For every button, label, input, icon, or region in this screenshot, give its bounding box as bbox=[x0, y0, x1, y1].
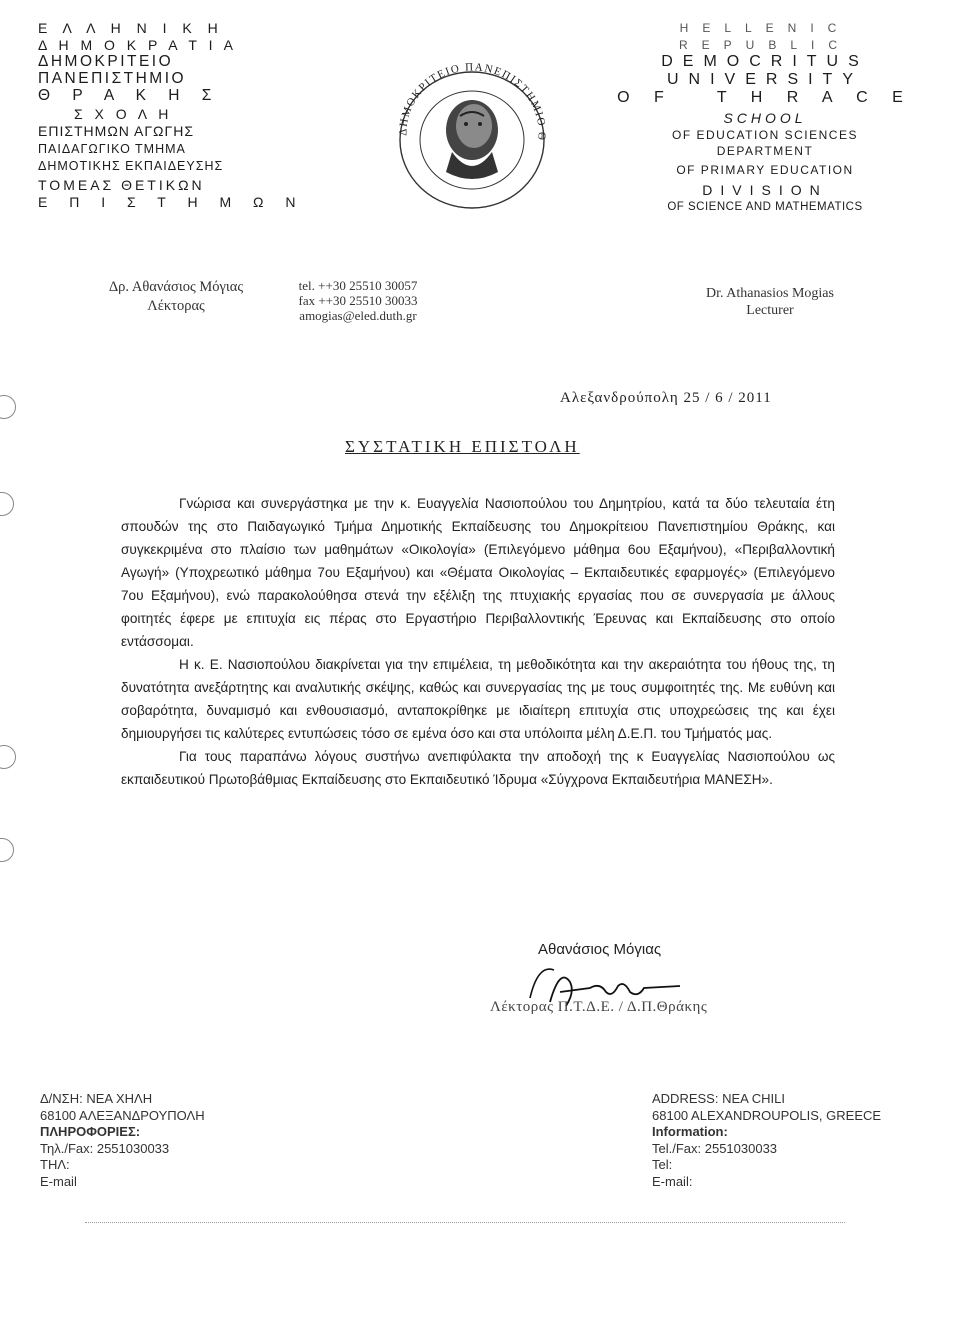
header-right-line: UNIVERSITY bbox=[666, 71, 863, 88]
sender-name-en: Dr. Athanasios Mogias bbox=[706, 286, 834, 301]
letter-paragraph: Για τους παραπάνω λόγους συστήνω ανεπιφύλακτα την αποδοχή της κ Ευαγγελίας Νασιοπούλου ως εκπαιδευτικού Πρωτοβάθμιας Εκπαίδευσης στο Εκπαιδευτικό Ίδρυμα «Σύγχρονα Εκπαιδευτήρια ΜΑΝΕΣΗ». bbox=[121, 749, 835, 787]
header-left-line: Θ Ρ Α Κ Η Σ bbox=[38, 87, 221, 104]
footer-line: Information: bbox=[652, 1124, 728, 1139]
signature-name: Αθανάσιος Μόγιας bbox=[538, 941, 662, 958]
footer-line: Tel./Fax: 2551030033 bbox=[652, 1140, 778, 1156]
footer-address-en bbox=[652, 1091, 881, 1190]
header-left-line: Δ Η Μ Ο Κ Ρ Α Τ Ι Α bbox=[38, 36, 237, 53]
header-left-line: ΠΑΝΕΠΙΣΤΗΜΙΟ bbox=[38, 70, 187, 87]
punch-hole bbox=[0, 492, 14, 516]
punch-hole bbox=[0, 395, 16, 419]
header-right-line: OF EDUCATION SCIENCES bbox=[672, 127, 858, 142]
footer-line: E-mail bbox=[40, 1173, 77, 1189]
letter-paragraph: Η κ. Ε. Νασιοπούλου διακρίνεται για την επιμέλεια, τη μεθοδικότητα και την ακεραιότητα του ήθους της, τη δυνατότητα ανεξάρτητης και αναλυτικής σκέψης, καθώς και συνεργασίας της με τους συμφοιτητές της. Με ευθύνη και σοβαρότητα, δυναμισμό και ενθουσιασμό, ανταποκρίθηκε με ιδιαίτερη επιτυχία στις υποχρεώσεις της και έχει δημιουργήσει τις καλύτερες εντυπώσεις τόσο σε εμένα όσο και στα υπόλοιπα μέλη Δ.Ε.Π. του Τμήματός μας. bbox=[121, 657, 835, 741]
sender-email: amogias@eled.duth.gr bbox=[299, 308, 417, 323]
letter-body bbox=[121, 492, 835, 791]
sender-role-gr: Λέκτορας bbox=[147, 298, 205, 314]
signature-role: Λέκτορας Π.Τ.Δ.Ε. / Δ.Π.Θράκης bbox=[490, 999, 708, 1015]
header-left-line: ΔΗΜΟΚΡΙΤΕΙΟ bbox=[38, 53, 174, 70]
sender-contact-details bbox=[258, 278, 458, 323]
letter-date: Αλεξανδρούπολη 25 / 6 / 2011 bbox=[560, 390, 772, 406]
footer-line: Τηλ./Fax: 2551030033 bbox=[40, 1140, 170, 1156]
sender-greek bbox=[76, 278, 276, 316]
header-right-line: DEPARTMENT bbox=[716, 144, 814, 158]
footer-line: ADDRESS: NEA CHILI bbox=[652, 1091, 785, 1106]
sender-fax: fax ++30 25510 30033 bbox=[298, 293, 418, 308]
header-left-line: Ε Π Ι Σ Τ Η Μ Ω Ν bbox=[38, 193, 305, 210]
header-right-line: O F T H R A C E bbox=[617, 89, 913, 106]
header-left-institution bbox=[38, 20, 338, 210]
header-right-line: DIVISION bbox=[702, 182, 828, 198]
footer-line: 68100 ALEXANDROUPOLIS, GREECE bbox=[652, 1107, 882, 1123]
sender-role-en: Lecturer bbox=[746, 303, 794, 318]
header-right-institution bbox=[600, 20, 930, 215]
header-left-line: Ε Λ Λ Η Ν Ι Κ Η bbox=[38, 20, 224, 36]
sender-tel: tel. ++30 25510 30057 bbox=[298, 278, 418, 293]
sender-english bbox=[620, 285, 920, 319]
footer-line: Δ/ΝΣΗ: ΝΕΑ ΧΗΛΗ bbox=[40, 1091, 153, 1106]
university-seal bbox=[380, 60, 565, 212]
punch-hole bbox=[0, 838, 14, 862]
header-right-line: OF SCIENCE AND MATHEMATICS bbox=[667, 200, 863, 213]
header-left-line: ΕΠΙΣΤΗΜΩΝ ΑΓΩΓΗΣ bbox=[38, 122, 194, 139]
footer-address-gr bbox=[40, 1091, 205, 1190]
svg-text:ΔΗΜΟΚΡΙΤΕΙΟ ΠΑΝΕΠΙΣΤΗΜΙΟ ΘΡΑΚΗ: ΔΗΜΟΚΡΙΤΕΙΟ ΠΑΝΕΠΙΣΤΗΜΙΟ Θ bbox=[397, 61, 548, 142]
footer-divider bbox=[85, 1222, 845, 1223]
header-right-line: REPUBLIC bbox=[678, 37, 852, 52]
header-right-line: HELLENIC bbox=[679, 21, 851, 35]
punch-hole bbox=[0, 745, 16, 769]
header-left-line: ΔΗΜΟΤΙΚΗΣ ΕΚΠΑΙΔΕΥΣΗΣ bbox=[38, 158, 224, 173]
footer-line: ΠΛΗΡΟΦΟΡΙΕΣ: bbox=[40, 1124, 141, 1139]
header-right-line: OF PRIMARY EDUCATION bbox=[676, 162, 854, 177]
header-left-line: ΠΑΙΔΑΓΩΓΙΚΟ ΤΜΗΜΑ bbox=[38, 142, 186, 156]
header-right-line: DEMOCRITUS bbox=[661, 53, 869, 70]
header-left-line: Σ Χ Ο Λ Η bbox=[74, 106, 173, 122]
header-right-line: SCHOOL bbox=[723, 110, 807, 126]
letter-paragraph: Γνώρισα και συνεργάστηκα με την κ. Ευαγγελία Νασιοπούλου του Δημητρίου, κατά τα δύο τελευταία έτη σπουδών της στο Παιδαγωγικό Τμήμα Δημοτικής Εκπαίδευσης του Δημοκρίτειου Πανεπιστημίου Θράκης, και συγκεκριμένα στο πλαίσιο των μαθημάτων «Οικολογία» (Επιλεγόμενο μάθημα 6ου Εξαμήνου), «Περιβαλλοντική Αγωγή» (Υποχρεωτικό μάθημα 7ου Εξαμήνου) και «Θέματα Οικολογίας – Εκπαιδευτικές εφαρμογές» (Επιλεγόμενο 7ου Εξαμήνου), ενώ παρακολούθησα στενά την εξέλιξη της πτυχιακής εργασίας που σε συνεργασία με άλλους φοιτητές έφερε με επιτυχία εις πέρας στο Εργαστήριο Περιβαλλοντικής Έρευνας και Εκπαίδευσης στο οποίο εντάσσομαι. bbox=[121, 496, 835, 649]
footer-line: ΤΗΛ: bbox=[40, 1157, 70, 1172]
footer-line: E-mail: bbox=[652, 1173, 693, 1189]
footer-line: 68100 ΑΛΕΞΑΝΔΡΟΥΠΟΛΗ bbox=[40, 1107, 205, 1123]
footer-line: Tel: bbox=[652, 1157, 673, 1172]
sender-name-gr: Δρ. Αθανάσιος Μόγιας bbox=[108, 279, 244, 295]
header-left-line: ΤΟΜΕΑΣ ΘΕΤΙΚΩΝ bbox=[38, 177, 205, 193]
letter-title: ΣΥΣΤΑΤΙΚΗ ΕΠΙΣΤΟΛΗ bbox=[345, 437, 580, 456]
